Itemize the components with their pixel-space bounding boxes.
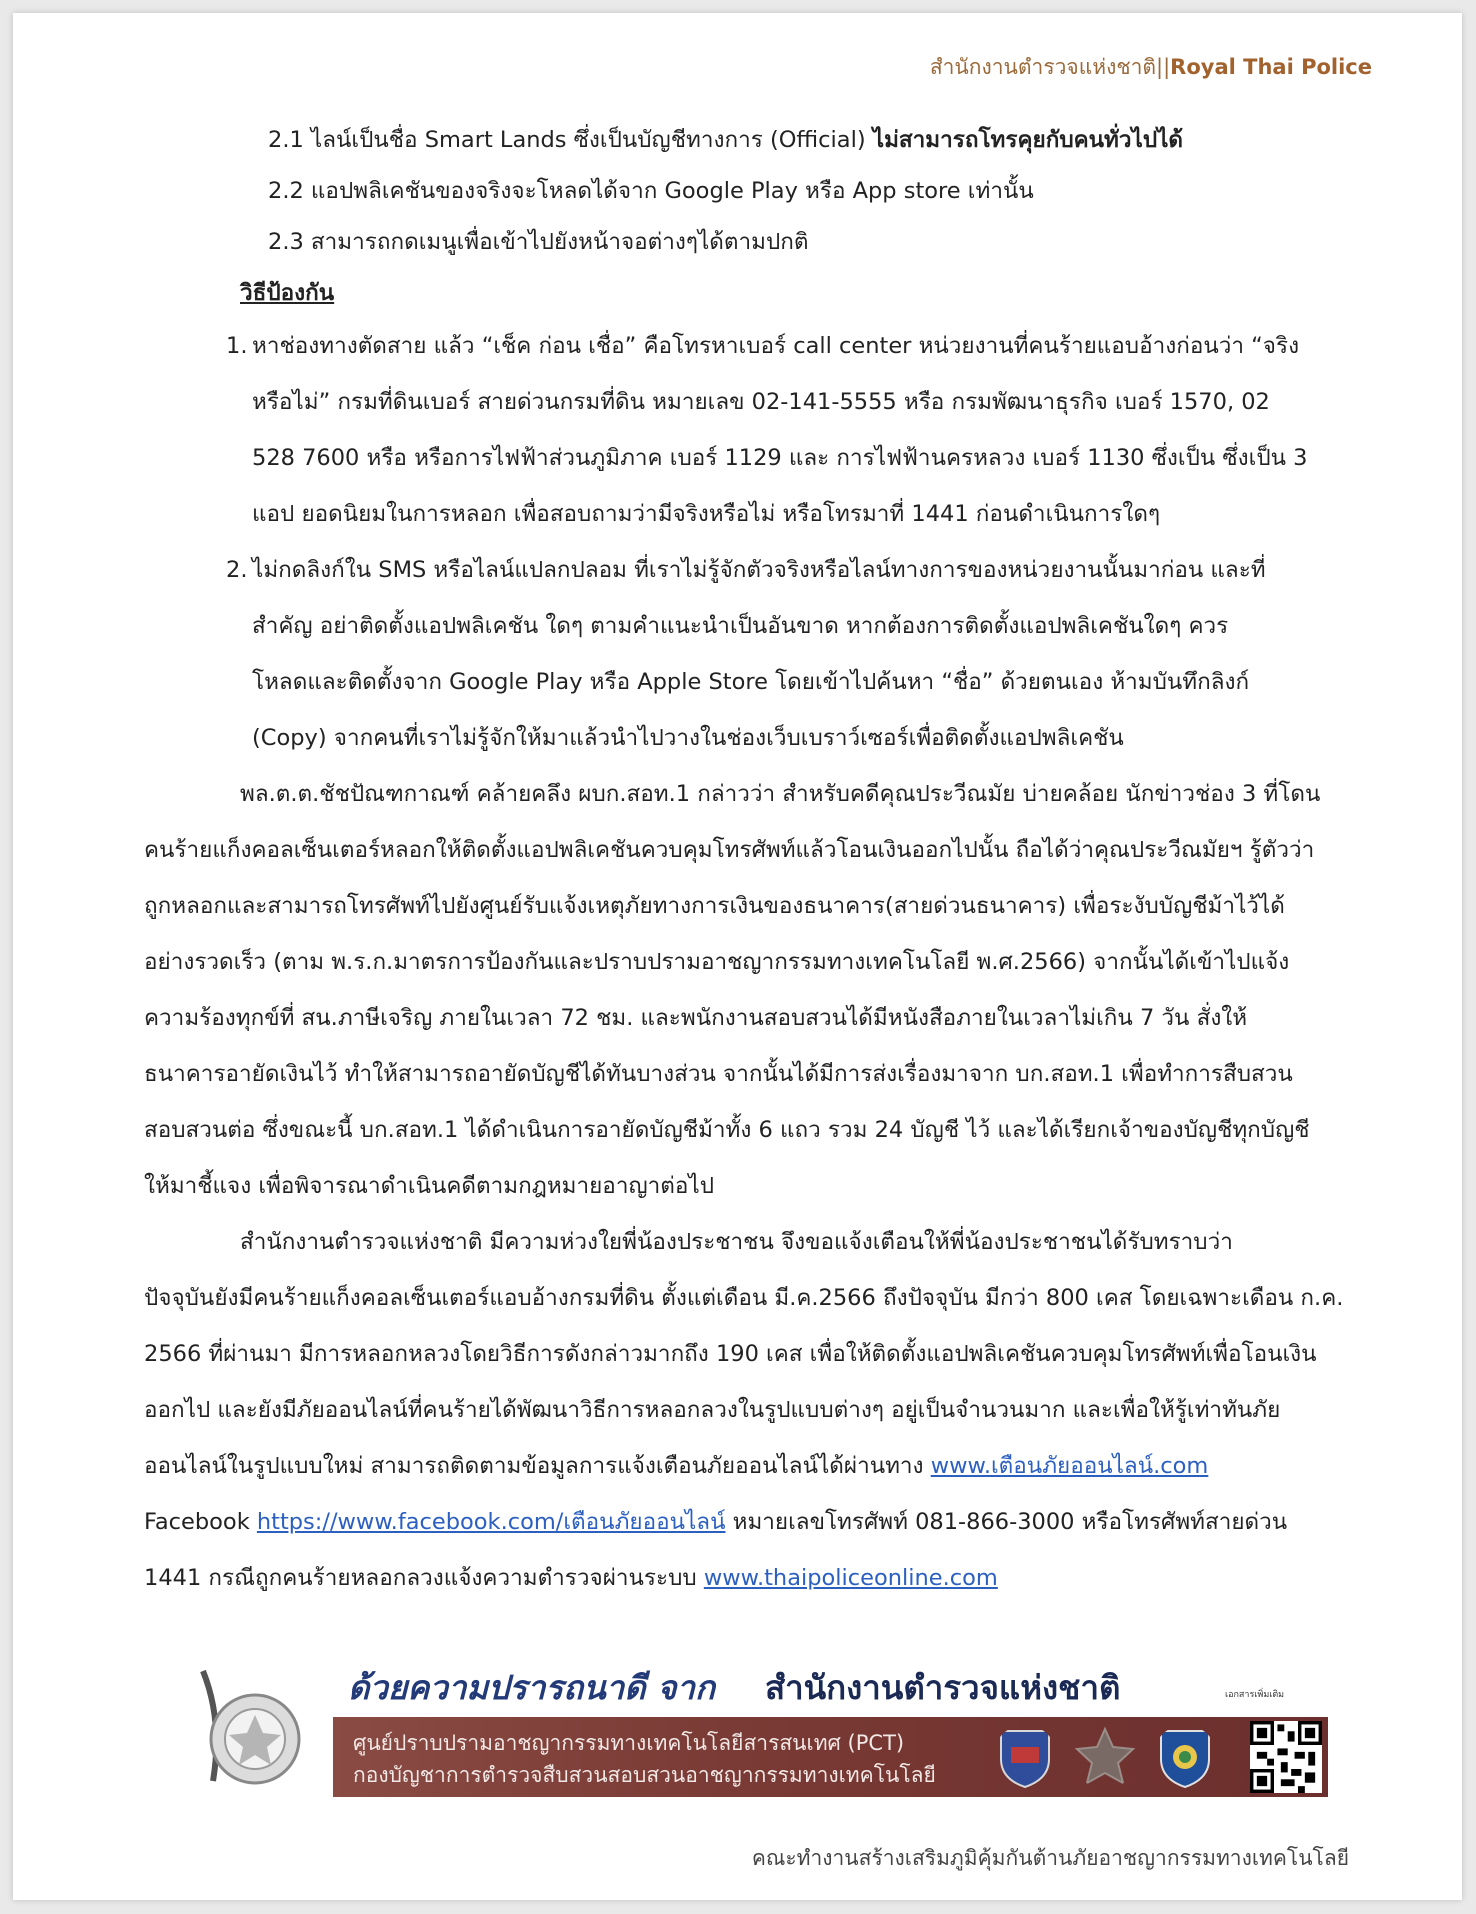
qr-code-icon[interactable] [1250, 1721, 1322, 1793]
paragraph-line: อย่างรวดเร็ว (ตาม พ.ร.ก.มาตรการป้องกันและปราบปรามอาชญากรรมทางเทคโนโลยี พ.ศ.2566) จากนั้นได้เข้าไปแจ้ง [144, 949, 1290, 975]
sub-item: 2.2 แอปพลิเคชันของจริงจะโหลดได้จาก Google Play หรือ App store เท่านั้น [268, 178, 1034, 204]
paragraph-line: ถูกหลอกและสามารถโทรศัพท์ไปยังศูนย์รับแจ้งเหตุภัยทางการเงินของธนาคาร(สายด่วนธนาคาร) เพื่อระงับบัญชีม้าไว้ได้ [144, 893, 1285, 919]
banner-bar [333, 1717, 1328, 1797]
header-english: Royal Thai Police [1170, 55, 1372, 79]
header-thai: สำนักงานตำรวจแห่งชาติ [929, 55, 1157, 79]
emphasis-text: ไม่สามารถโทรคุยกับคนทั่วไปได้ [872, 127, 1184, 153]
paragraph-line: พล.ต.ต.ชัชปัณฑกาณฑ์ คล้ายคลึง ผบก.สอท.1 กล่าวว่า สำหรับคดีคุณประวีณมัย บ่ายคล้อย นักข่าวช่อง 3 ที่โดน [240, 781, 1321, 807]
police-badge-icon [1153, 1725, 1217, 1789]
website-link[interactable]: www.เตือนภัยออนไลน์.com [930, 1453, 1209, 1479]
pct-badge-icon [993, 1725, 1057, 1789]
document-body [144, 115, 1358, 1606]
item-number: 1. [226, 333, 248, 359]
banner-more-label: เอกสารเพิ่มเติม [1225, 1690, 1285, 1700]
numbered-item [144, 542, 1358, 766]
sub-item: 2.3 สามารถกดเมนูเพื่อเข้าไปยังหน้าจอต่างๆได้ตามปกติ [268, 229, 809, 255]
item-line: ไม่กดลิงก์ใน SMS หรือไลน์แปลกปลอม ที่เราไม่รู้จักตัวจริงหรือไลน์ทางการของหน่วยงานนั้นมาก่อน และที่ [252, 557, 1266, 583]
banner-title-right: สำนักงานตำรวจแห่งชาติ [764, 1668, 1121, 1707]
header-separator: || [1156, 55, 1171, 79]
paragraph-line: ออกไป และยังมีภัยออนไลน์ที่คนร้ายได้พัฒนาวิธีการหลอกลวงในรูปแบบต่างๆ อยู่เป็นจำนวนมาก และเพื่อให้รู้เท่าทันภัย [144, 1397, 1281, 1423]
item-line: 528 7600 หรือ หรือการไฟฟ้าส่วนภูมิภาค เบอร์ 1129 และ การไฟฟ้านครหลวง เบอร์ 1130 ซึ่งเป็น ซึ่งเป็น 3 [252, 445, 1308, 471]
document-page [13, 13, 1462, 1900]
star-badge-icon [1073, 1725, 1137, 1789]
paragraph-line: ออนไลน์ในรูปแบบใหม่ สามารถติดตามข้อมูลการแจ้งเตือนภัยออนไลน์ได้ผ่านทาง www.เตือนภัยออนไลน์.com [144, 1453, 1209, 1479]
paragraph-line: สอบสวนต่อ ซึ่งขณะนี้ บก.สอท.1 ได้ดำเนินการอายัดบัญชีม้าทั้ง 6 แถว รวม 24 บัญชี ไว้ และได้เรียกเจ้าของบัญชีทุกบัญชี [144, 1117, 1310, 1143]
paragraph-line: ให้มาชี้แจง เพื่อพิจารณาดำเนินคดีตามกฎหมายอาญาต่อไป [144, 1173, 714, 1199]
paragraph-line: คนร้ายแก็งคอลเซ็นเตอร์หลอกให้ติดตั้งแอปพลิเคชันควบคุมโทรศัพท์แล้วโอนเงินออกไปนั้น ถือได้ว่าคุณประวีณมัยฯ รู้ตัวว่า [144, 837, 1315, 863]
sub-item: 2.1 ไลน์เป็นชื่อ Smart Lands ซึ่งเป็นบัญชีทางการ (Official) ไม่สามารถโทรคุยกับคนทั่วไปได้ [268, 127, 1184, 153]
banner-title [348, 1661, 1248, 1719]
paragraph-line: Facebook https://www.facebook.com/เตือนภัยออนไลน์ หมายเลขโทรศัพท์ 081-866-3000 หรือโทรศัพท์สายด่วน [144, 1509, 1288, 1535]
police-banner [193, 1661, 1333, 1791]
paragraph-line: ธนาคารอายัดเงินไว้ ทำให้สามารถอายัดบัญชีได้ทันบางส่วน จากนั้นได้มีการส่งเรื่องมาจาก บก.สอท.1 เพื่อทำการสืบสวน [144, 1061, 1293, 1087]
section-heading: วิธีป้องกัน [240, 280, 335, 306]
facebook-link[interactable]: https://www.facebook.com/เตือนภัยออนไลน์ [256, 1509, 726, 1535]
numbered-item [144, 318, 1358, 542]
item-line: โหลดและติดตั้งจาก Google Play หรือ Apple Store โดยเข้าไปค้นหา “ชื่อ” ด้วยตนเอง ห้ามบันทึกลิงก์ [252, 669, 1250, 695]
item-line: หาช่องทางตัดสาย แล้ว “เช็ค ก่อน เชื่อ” คือโทรหาเบอร์ call center หน่วยงานที่คนร้ายแอบอ้างก่อนว่า “จริง [252, 333, 1300, 359]
banner-line-2: กองบัญชาการตำรวจสืบสวนสอบสวนอาชญากรรมทางเทคโนโลยี [353, 1763, 936, 1787]
paragraph-line: 2566 ที่ผ่านมา มีการหลอกหลวงโดยวิธีการดังกล่าวมากถึง 190 เคส เพื่อให้ติดตั้งแอปพลิเคชันควบคุมโทรศัพท์เพื่อโอนเงิน [144, 1341, 1317, 1367]
paragraph-line: ความร้องทุกข์ที่ สน.ภาษีเจริญ ภายในเวลา 72 ชม. และพนักงานสอบสวนได้มีหนังสือภายในเวลาไม่เกิน 7 วัน สั่งให้ [144, 1005, 1248, 1031]
item-line: สำคัญ อย่าติดตั้งแอปพลิเคชัน ใดๆ ตามคำแนะนำเป็นอันขาด หากต้องการติดตั้งแอปพลิเคชันใดๆ ควร [252, 613, 1229, 639]
paragraph-line: ปัจจุบันยังมีคนร้ายแก็งคอลเซ็นเตอร์แอบอ้างกรมที่ดิน ตั้งแต่เดือน มี.ค.2566 ถึงปัจจุบัน มีกว่า 800 เคส โดยเฉพาะเดือน ก.ค. [144, 1285, 1344, 1311]
item-line: แอป ยอดนิยมในการหลอก เพื่อสอบถามว่ามีจริงหรือไม่ หรือโทรมาที่ 1441 ก่อนดำเนินการใดๆ [252, 501, 1161, 527]
item-number: 2. [226, 557, 248, 583]
banner-line-1: ศูนย์ปราบปรามอาชญากรรมทางเทคโนโลยีสารสนเทศ (PCT) [353, 1731, 905, 1755]
page-footer: คณะทำงานสร้างเสริมภูมิคุ้มกันต้านภัยอาชญากรรมทางเทคโนโลยี [751, 1846, 1349, 1870]
banner-title-left: ด้วยความปรารถนาดี จาก [348, 1668, 715, 1707]
item-line: หรือไม่” กรมที่ดินเบอร์ สายด่วนกรมที่ดิน หมายเลข 02-141-5555 หรือ กรมพัฒนาธุรกิจ เบอร์ 1570, 02 [252, 389, 1270, 415]
page-header [930, 51, 1372, 84]
paragraph-line: 1441 กรณีถูกคนร้ายหลอกลวงแจ้งความตำรวจผ่านระบบ www.thaipoliceonline.com [144, 1565, 998, 1591]
item-line: (Copy) จากคนที่เราไม่รู้จักให้มาแล้วนำไปวางในช่องเว็บเบราว์เซอร์เพื่อติดตั้งแอปพลิเคชัน [252, 725, 1124, 751]
thaipoliceonline-link[interactable]: www.thaipoliceonline.com [703, 1565, 998, 1591]
police-emblem-icon [193, 1661, 343, 1797]
paragraph-line: สำนักงานตำรวจแห่งชาติ มีความห่วงใยพี่น้องประชาชน จึงขอแจ้งเตือนให้พี่น้องประชาชนได้รับทราบว่า [240, 1229, 1233, 1255]
